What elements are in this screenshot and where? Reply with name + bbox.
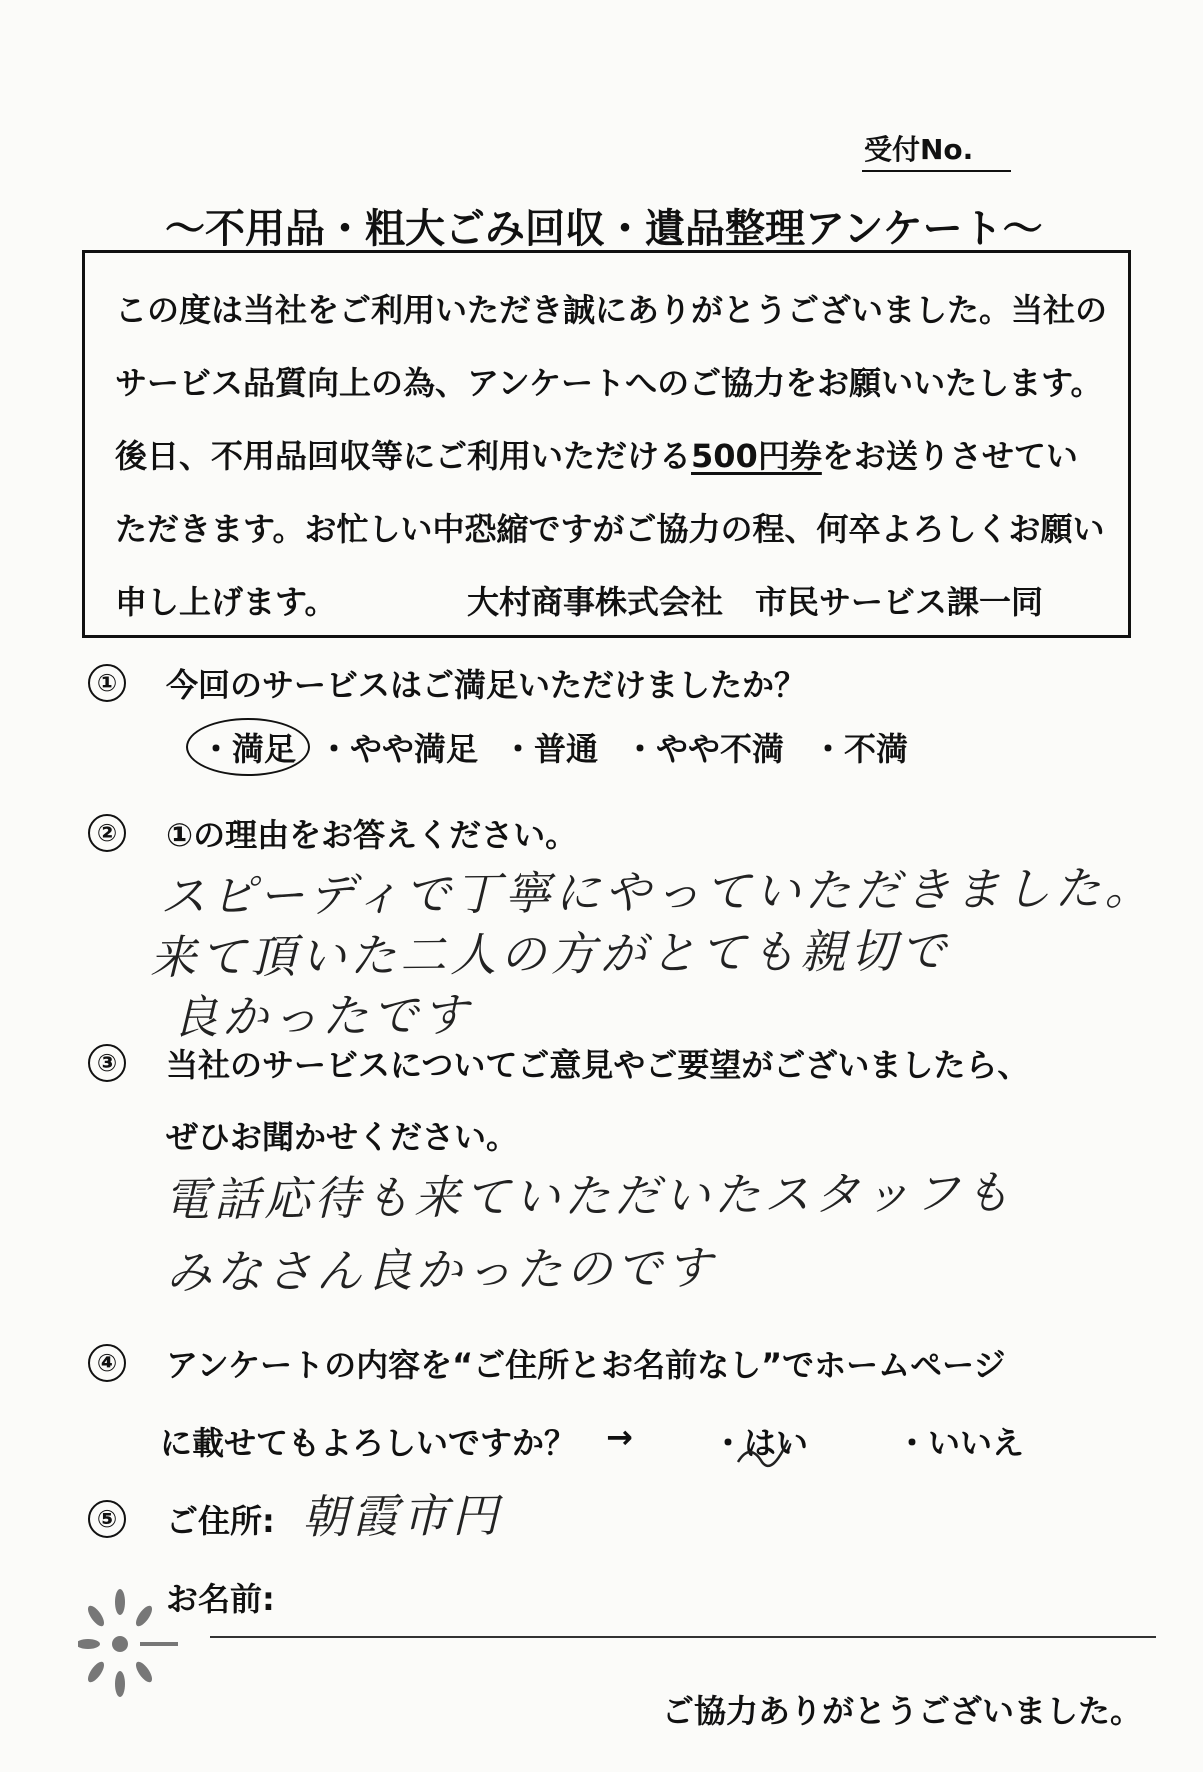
q1-option-somewhat-dissatisfied[interactable]: ・やや不満 bbox=[624, 730, 785, 768]
intro-line-5: 申し上げます。 bbox=[115, 583, 337, 621]
intro-line-3-post: をお送りさせてい bbox=[821, 437, 1078, 475]
q3-answer-line-2: みなさん良かったのです bbox=[165, 1240, 717, 1300]
question-4-text-line-2: に載せてもよろしいですか？ bbox=[160, 1424, 577, 1462]
address-value: 朝霞市円 bbox=[301, 1488, 503, 1544]
company-signature: 大村商事株式会社 市民サービス課一同 bbox=[467, 583, 1044, 621]
q2-answer-line-1: スピーディで丁寧にやっていただきました。 bbox=[159, 860, 1155, 924]
q3-answer-line-1: 電話応待も来ていただいたスタッフも bbox=[163, 1165, 1015, 1227]
question-3-text-line-1: 当社のサービスについてご意見やご要望がございましたら、 bbox=[166, 1046, 1030, 1084]
voucher-amount: 500円券 bbox=[691, 437, 822, 475]
q2-answer-line-3: 良かったです bbox=[171, 987, 473, 1045]
flower-icon bbox=[78, 1588, 178, 1698]
q4-yes-check-mark bbox=[732, 1432, 794, 1478]
question-2-number: ② bbox=[88, 814, 126, 852]
q4-option-no[interactable]: ・いいえ bbox=[896, 1424, 1025, 1462]
intro-line-2: サービス品質向上の為、アンケートへのご協力をお願いいたします。 bbox=[115, 364, 1103, 402]
q4-option-yes[interactable]: ・はい bbox=[712, 1424, 809, 1462]
question-5-number: ⑤ bbox=[88, 1500, 126, 1538]
question-3-number: ③ bbox=[88, 1044, 126, 1082]
intro-line-1: この度は当社をご利用いただき誠にありがとうございました。当社の bbox=[115, 291, 1108, 329]
name-underline bbox=[210, 1636, 1156, 1638]
q2-answer-line-2: 来て頂いた二人の方がとても親切で bbox=[149, 923, 951, 985]
question-4-number: ④ bbox=[88, 1344, 126, 1382]
intro-line-3 bbox=[115, 431, 1078, 477]
receipt-number-label: 受付No. bbox=[862, 128, 1011, 172]
question-4-text-line-1: アンケートの内容を“ご住所とお名前なし”でホームページ bbox=[166, 1346, 1006, 1384]
question-1-text: 今回のサービスはご満足いただけましたか？ bbox=[166, 666, 807, 704]
q1-option-neutral[interactable]: ・普通 bbox=[502, 730, 599, 768]
name-label: お名前: bbox=[166, 1580, 275, 1618]
question-1-number: ① bbox=[88, 664, 126, 702]
arrow-icon: → bbox=[606, 1418, 633, 1456]
q1-option-somewhat-satisfied[interactable]: ・やや満足 bbox=[318, 730, 479, 768]
question-3-text-line-2: ぜひお聞かせください。 bbox=[166, 1118, 519, 1156]
thanks-message: ご協力ありがとうございました。 bbox=[662, 1692, 1143, 1730]
q1-option-dissatisfied[interactable]: ・不満 bbox=[812, 730, 909, 768]
question-2-text: ①の理由をお答えください。 bbox=[166, 816, 578, 854]
page-title: ～不用品・粗大ごみ回収・遺品整理アンケート～ bbox=[165, 206, 1043, 252]
q1-option-satisfied[interactable]: ・満足 bbox=[186, 718, 310, 776]
intro-box bbox=[82, 250, 1131, 638]
address-label: ご住所: bbox=[166, 1502, 275, 1540]
intro-line-4: ただきます。お忙しい中恐縮ですがご協力の程、何卒よろしくお願い bbox=[115, 510, 1105, 548]
intro-line-3-pre: 後日、不用品回収等にご利用いただける bbox=[115, 437, 692, 475]
